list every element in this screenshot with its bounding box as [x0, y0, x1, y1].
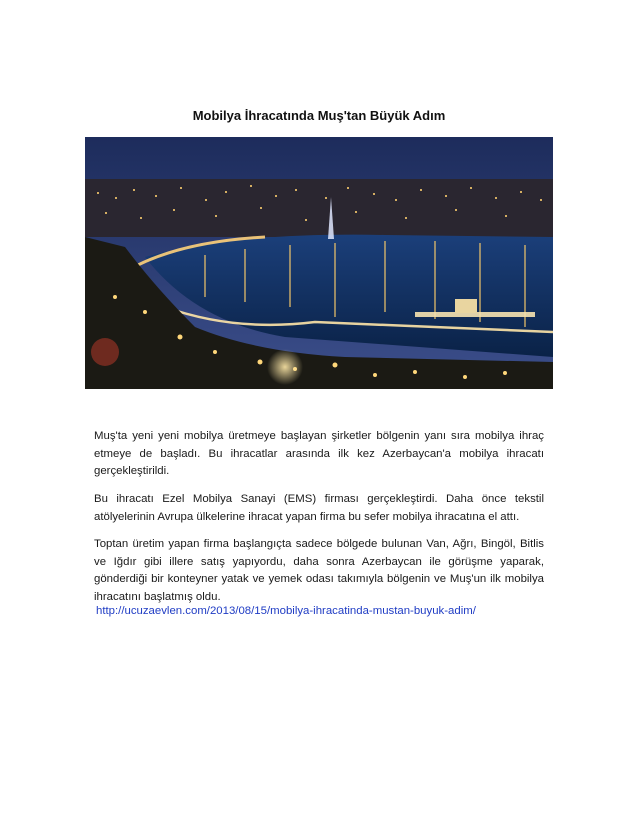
paragraph-intro: Muş'ta yeni yeni mobilya üretmeye başlayan şirketler bölgenin yanı sıra mobilya ihraç etmeye de başladı. Bu ihracatlar arasında ilk kez Azerbaycan'a mobilya ihracatı gerçekleştirildi. [94, 430, 544, 478]
paragraph-export: Toptan üretim yapan firma başlangıçta sadece bölgede bulunan Van, Ağrı, Bingöl, Bitlis ve Iğdır gibi illere satış yapıyordu, daha sonra Azerbaycan ile görüşme yaparak, gönderdiği bir konteyner yatak ve yemek odası takımıyla bölgenin ve Muş'un ilk mobilya ihracatını başlatmış oldu. [94, 538, 544, 603]
paragraph-company: Bu ihracatı Ezel Mobilya Sanayi (EMS) firması gerçekleştirdi. Daha önce tekstil atölyelerinin Avrupa ülkelerine ihracat yapan firma bu sefer mobilya ihracatına el attı. [94, 493, 544, 523]
page-title: Mobilya İhracatında Muş'tan Büyük Adım [192, 108, 446, 123]
city-night-photo [85, 137, 553, 389]
source-link[interactable]: http://ucuzaevlen.com/2013/08/15/mobilya-ihracatinda-mustan-buyuk-adim/ [96, 605, 476, 617]
